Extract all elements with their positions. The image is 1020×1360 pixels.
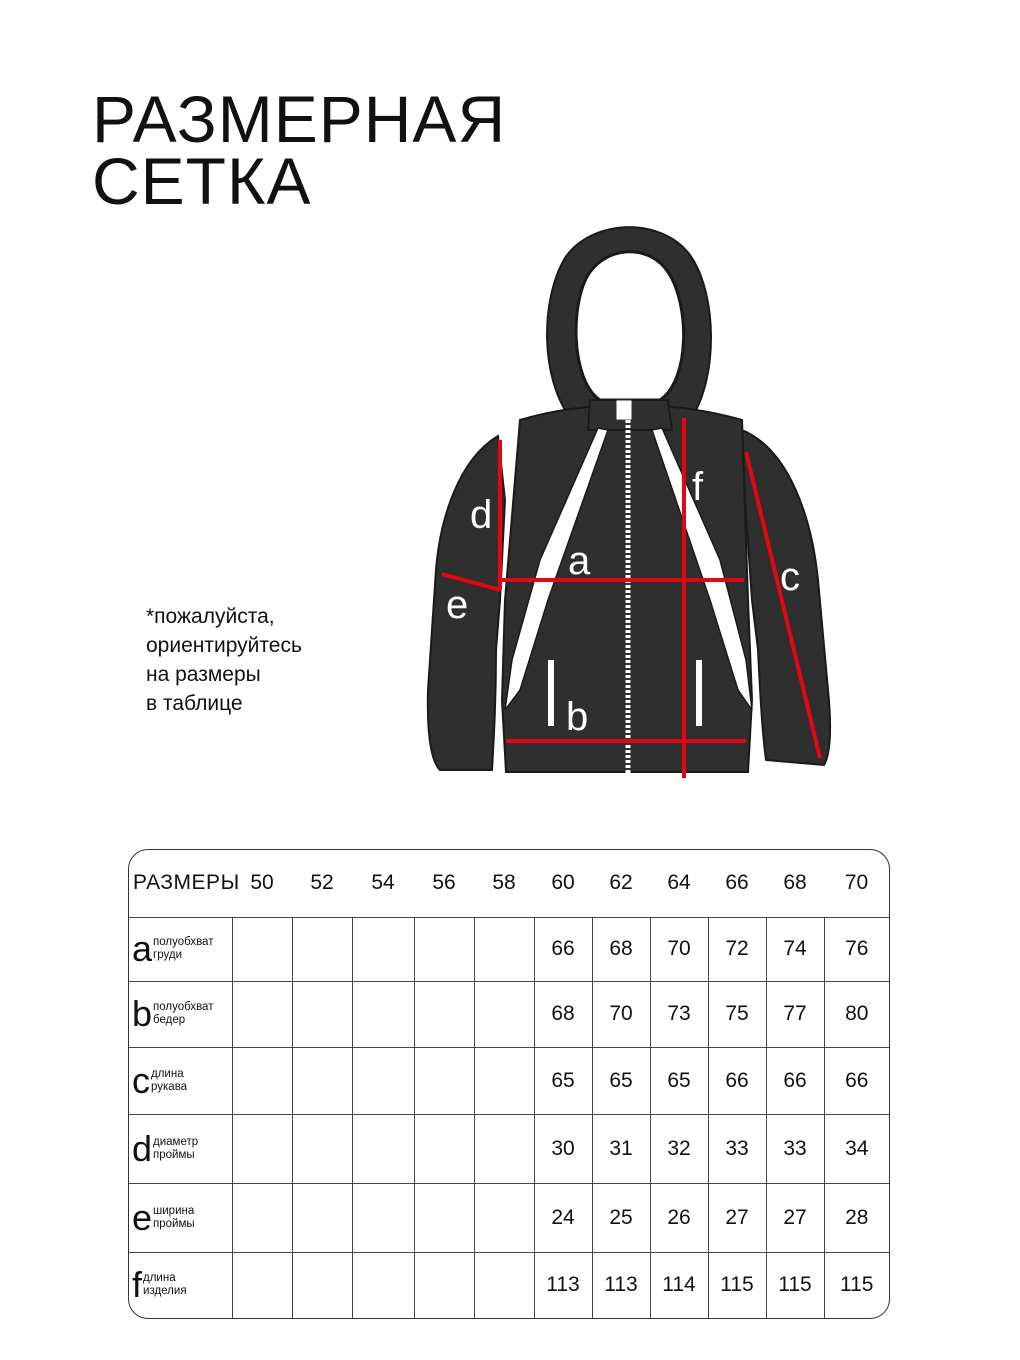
table-cell	[232, 1183, 292, 1252]
row-label-c	[129, 1047, 232, 1114]
page-title	[92, 82, 507, 218]
row-label-a	[129, 917, 232, 981]
size-header-cell: 60	[534, 850, 592, 917]
size-header-cell: 54	[352, 850, 414, 917]
size-note-line-1: *пожалуйста,	[146, 605, 275, 628]
row-desc-line-1: диаметр	[153, 1135, 199, 1148]
table-cell	[474, 1252, 534, 1318]
table-cell: 115	[708, 1252, 766, 1318]
table-cell	[352, 1183, 414, 1252]
size-header-cell: 66	[708, 850, 766, 917]
table-row-a	[129, 917, 889, 981]
row-desc-line-1: полуобхват	[153, 1001, 214, 1013]
table-cell	[414, 917, 474, 981]
marker-bar-left	[548, 660, 554, 726]
size-header-cell: 58	[474, 850, 534, 917]
diagram-label-a: a	[568, 539, 591, 583]
table-cell	[232, 1114, 292, 1183]
table-cell: 30	[534, 1114, 592, 1183]
table-cell: 27	[766, 1183, 824, 1252]
table-cell: 73	[650, 981, 708, 1047]
row-label-e	[129, 1183, 232, 1252]
row-label-b	[129, 981, 232, 1047]
table-cell	[292, 1047, 352, 1114]
table-cell	[232, 1252, 292, 1318]
table-cell: 74	[766, 917, 824, 981]
table-cell	[352, 981, 414, 1047]
table-row-b	[129, 981, 889, 1047]
row-desc-line-2: груди	[153, 949, 182, 961]
jacket-hood-opening	[576, 252, 684, 400]
size-header-cell: 68	[766, 850, 824, 917]
table-cell	[474, 1183, 534, 1252]
row-desc-line-2: проймы	[153, 1217, 195, 1230]
table-cell: 72	[708, 917, 766, 981]
table-cell	[474, 917, 534, 981]
size-table-grid	[129, 850, 889, 1318]
table-cell: 27	[708, 1183, 766, 1252]
table-cell: 115	[824, 1252, 889, 1318]
table-cell: 113	[592, 1252, 650, 1318]
row-description	[143, 1272, 187, 1298]
table-cell: 70	[650, 917, 708, 981]
size-note-line-3: на размеры	[146, 663, 261, 686]
row-description	[153, 1205, 195, 1231]
diagram-label-b: b	[566, 695, 589, 739]
row-desc-line-2: проймы	[153, 1148, 195, 1161]
table-cell: 34	[824, 1114, 889, 1183]
jacket-collar-tag	[616, 400, 632, 420]
size-header-cell: 52	[292, 850, 352, 917]
table-cell: 66	[766, 1047, 824, 1114]
row-desc-line-1: длина	[151, 1067, 184, 1080]
table-row-f	[129, 1252, 889, 1318]
table-cell: 77	[766, 981, 824, 1047]
marker-bar-right	[696, 660, 702, 726]
table-cell: 24	[534, 1183, 592, 1252]
row-letter: a	[132, 928, 153, 969]
diagram-label-e: e	[446, 583, 469, 627]
row-desc-line-1: ширина	[153, 1204, 195, 1217]
table-row-d	[129, 1114, 889, 1183]
diagram-label-d: d	[470, 493, 493, 537]
table-cell	[414, 1252, 474, 1318]
size-note-line-2: ориентируйтесь	[146, 634, 302, 657]
table-cell	[414, 1114, 474, 1183]
table-cell: 66	[824, 1047, 889, 1114]
size-header-cell: 50	[232, 850, 292, 917]
table-cell: 66	[708, 1047, 766, 1114]
table-cell: 115	[766, 1252, 824, 1318]
row-letter: c	[132, 1059, 150, 1101]
table-cell: 75	[708, 981, 766, 1047]
page-title-line-1: РАЗМЕРНАЯ	[92, 82, 507, 156]
row-letter: b	[132, 993, 153, 1034]
size-table	[128, 849, 890, 1319]
table-cell: 32	[650, 1114, 708, 1183]
row-letter: d	[132, 1127, 153, 1169]
row-desc-line-2: изделия	[143, 1285, 187, 1298]
table-cell: 70	[592, 981, 650, 1047]
size-header-cell: 62	[592, 850, 650, 917]
row-desc-line-2: рукава	[151, 1080, 188, 1093]
table-cell: 80	[824, 981, 889, 1047]
table-cell	[474, 981, 534, 1047]
size-header-label: РАЗМЕРЫ	[129, 850, 232, 917]
table-cell	[414, 1047, 474, 1114]
size-header-cell: 70	[824, 850, 889, 917]
table-cell: 28	[824, 1183, 889, 1252]
table-cell: 65	[650, 1047, 708, 1114]
size-note	[146, 602, 302, 718]
table-cell	[292, 1114, 352, 1183]
size-header-row	[129, 850, 889, 917]
table-cell	[352, 1114, 414, 1183]
table-cell: 65	[592, 1047, 650, 1114]
table-cell	[292, 1183, 352, 1252]
table-cell	[414, 1183, 474, 1252]
table-row-e	[129, 1183, 889, 1252]
table-cell	[292, 917, 352, 981]
row-desc-line-1: длина	[143, 1272, 176, 1285]
table-cell: 25	[592, 1183, 650, 1252]
page-title-line-2: СЕТКА	[92, 144, 312, 218]
table-row-c	[129, 1047, 889, 1114]
row-desc-line-1: полуобхват	[153, 936, 214, 948]
table-cell: 76	[824, 917, 889, 981]
table-cell	[474, 1114, 534, 1183]
table-cell: 65	[534, 1047, 592, 1114]
size-note-line-4: в таблице	[146, 692, 243, 715]
table-cell	[414, 981, 474, 1047]
table-cell	[292, 981, 352, 1047]
row-letter: f	[132, 1264, 143, 1306]
row-description	[153, 1136, 198, 1162]
table-cell: 33	[708, 1114, 766, 1183]
table-cell	[352, 1252, 414, 1318]
row-label-f	[129, 1252, 232, 1318]
table-cell	[232, 981, 292, 1047]
table-cell	[232, 917, 292, 981]
table-cell: 68	[592, 917, 650, 981]
row-desc-line-2: бедер	[153, 1014, 186, 1026]
diagram-label-f: f	[692, 465, 704, 509]
row-description	[153, 936, 213, 962]
row-label-d	[129, 1114, 232, 1183]
table-cell: 114	[650, 1252, 708, 1318]
row-description	[151, 1068, 187, 1094]
table-cell: 113	[534, 1252, 592, 1318]
table-cell	[232, 1047, 292, 1114]
row-description	[153, 1001, 213, 1027]
diagram-label-c: c	[780, 555, 800, 599]
table-cell: 33	[766, 1114, 824, 1183]
table-cell: 31	[592, 1114, 650, 1183]
table-cell: 66	[534, 917, 592, 981]
table-cell: 68	[534, 981, 592, 1047]
table-cell	[352, 917, 414, 981]
size-header-cell: 56	[414, 850, 474, 917]
table-cell: 26	[650, 1183, 708, 1252]
table-cell	[352, 1047, 414, 1114]
table-cell	[292, 1252, 352, 1318]
size-header-cell: 64	[650, 850, 708, 917]
table-cell	[474, 1047, 534, 1114]
jacket-measurement-diagram	[420, 220, 840, 790]
row-letter: e	[132, 1196, 153, 1238]
